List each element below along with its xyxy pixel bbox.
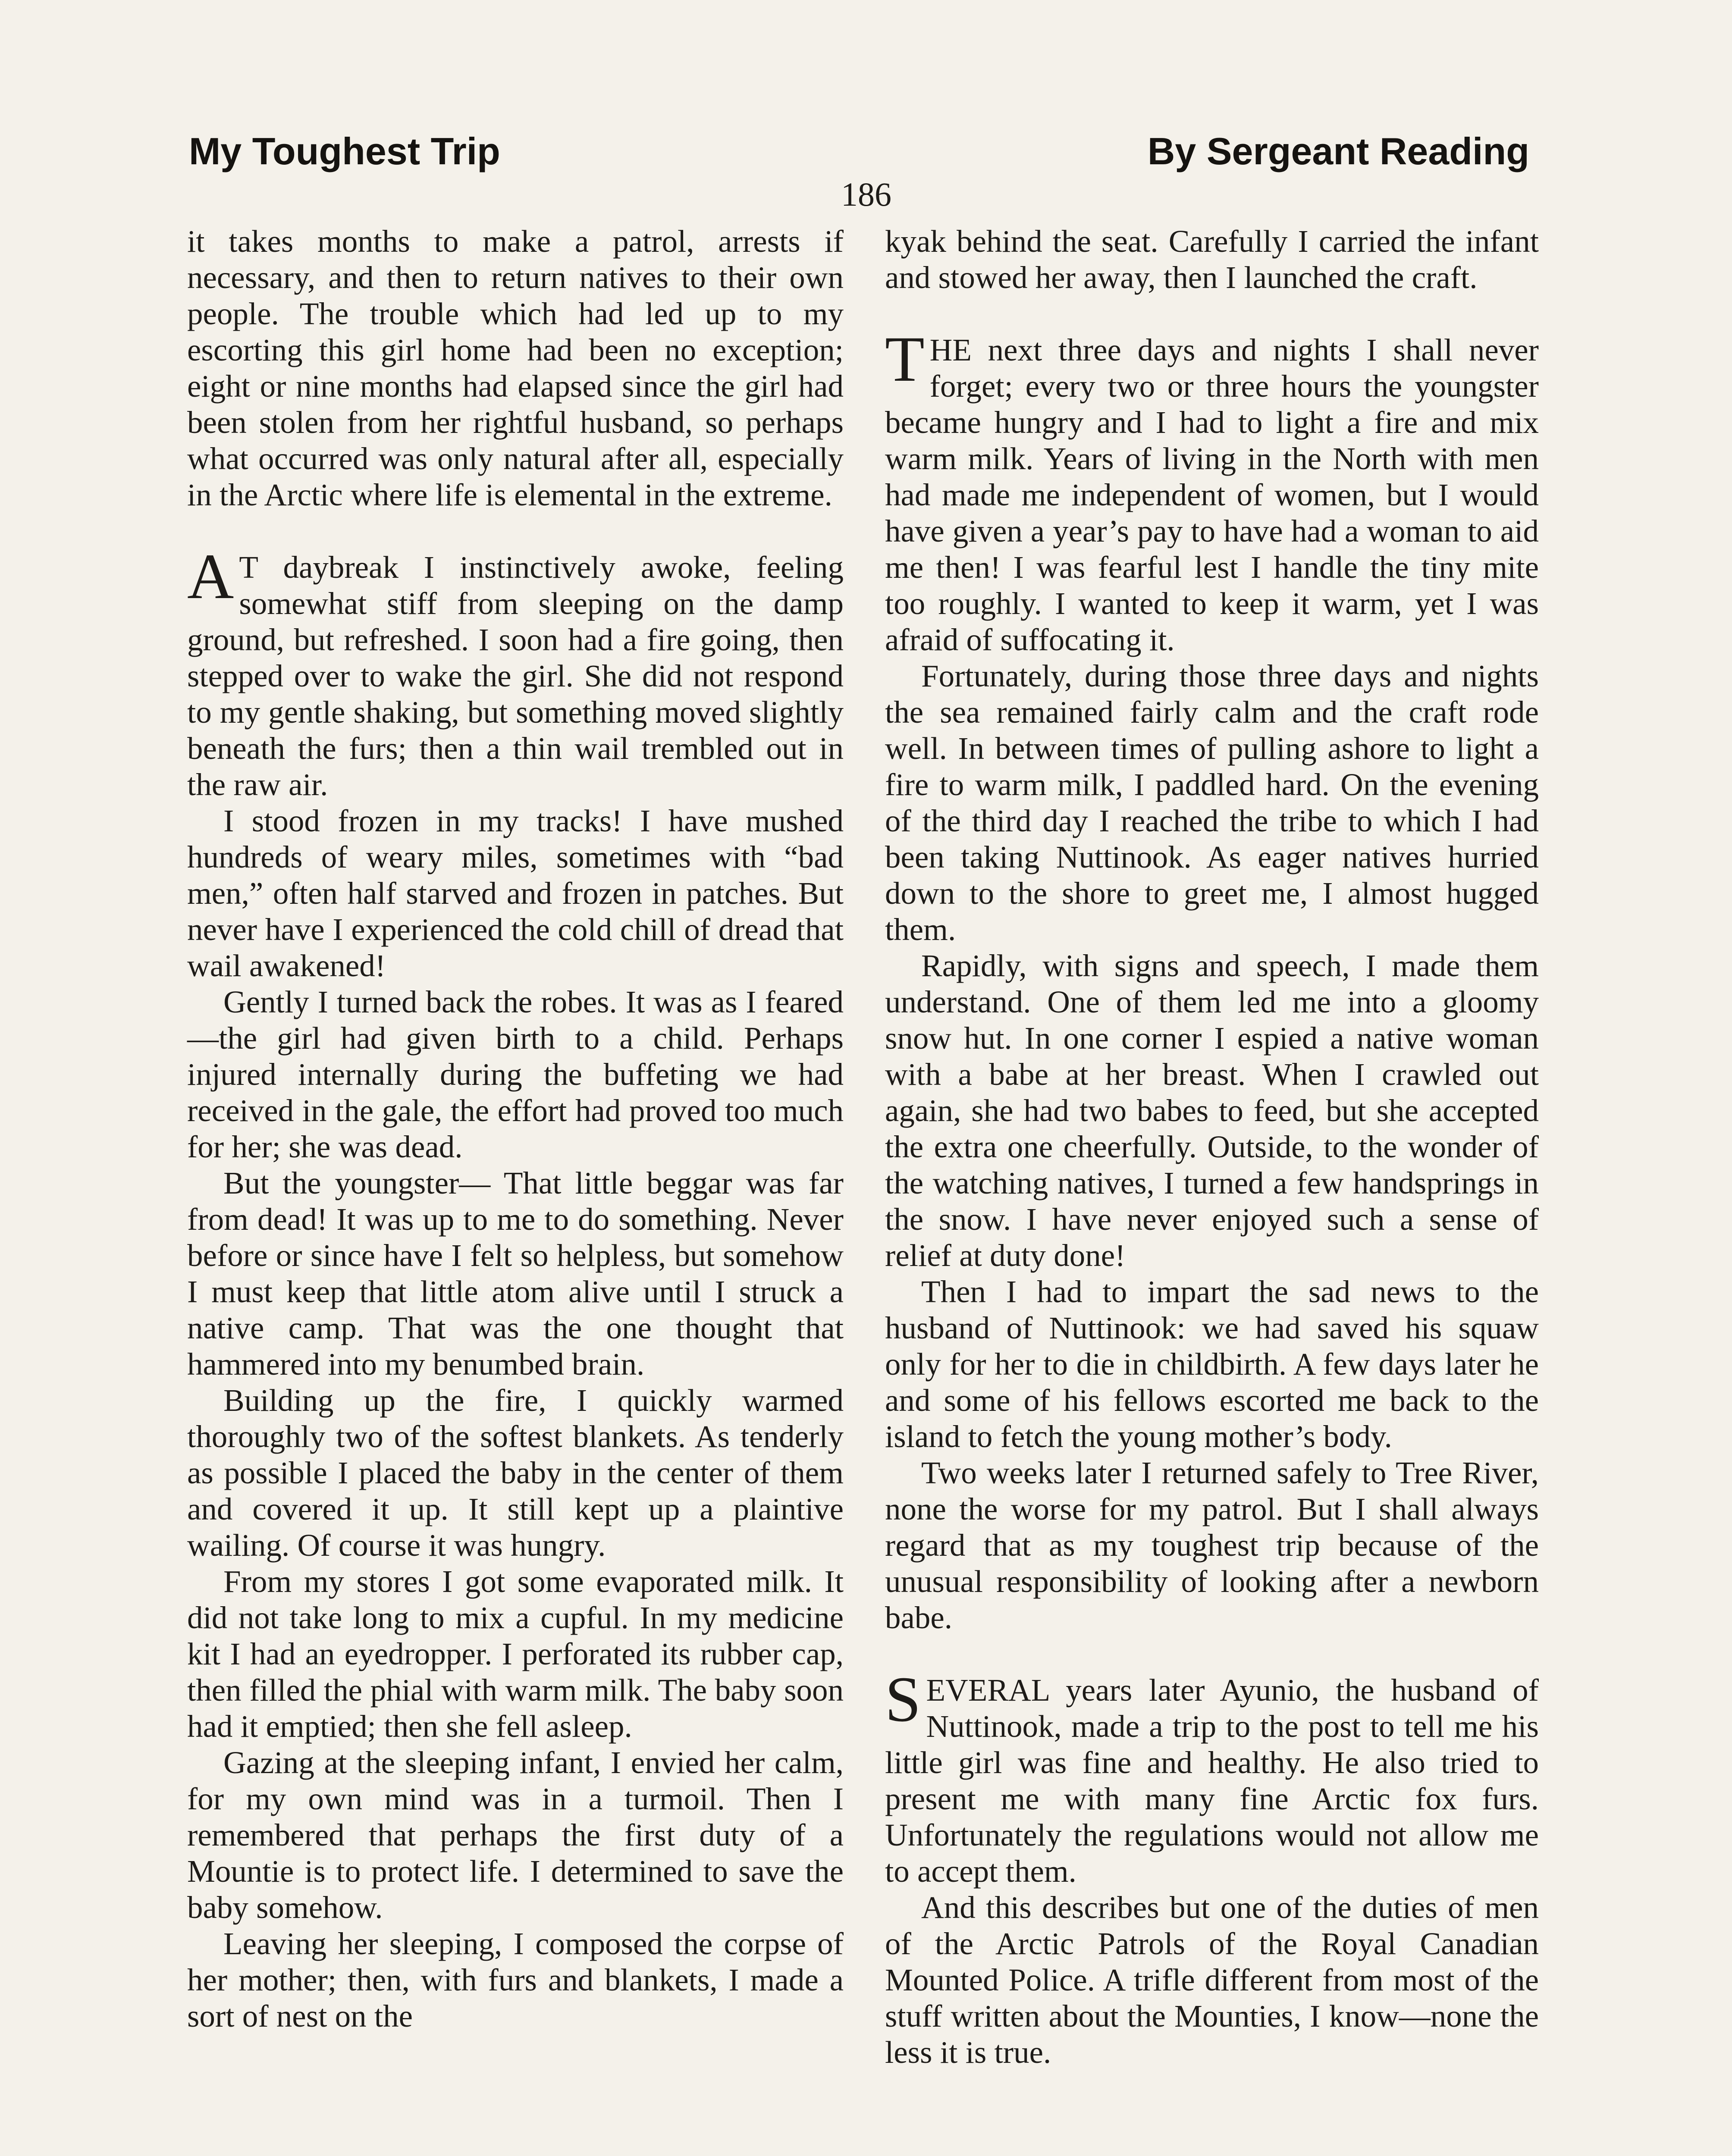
drop-cap: T: [885, 323, 925, 395]
paragraph-section-start: [885, 323, 1539, 658]
paragraph: Gazing at the sleeping infant, I envied her calm, for my own mind was in a turmoil. Then I remembered that perhaps the first duty of a Mountie is to protect life. I determined to save the baby somehow.: [187, 1745, 844, 1925]
left-column: [187, 223, 844, 2034]
paragraph-section-start: [187, 541, 844, 803]
right-column: [885, 223, 1539, 2071]
paragraph: kyak behind the seat. Carefully I carried the infant and stowed her away, then I launched the craft.: [885, 224, 1539, 295]
paragraph: it takes months to make a patrol, arrests if necessary, and then to return natives to their own people. The trouble which had led up to my escorting this girl home had been no exception; eight or nine months had elapsed since the girl had been stolen from her rightful husband, so perhaps what occurred was only natural after all, especially in the Arctic where life is elemental in the extreme.: [187, 224, 844, 512]
page-number: 186: [841, 175, 891, 213]
paragraph: Then I had to impart the sad news to the husband of Nuttinook: we had saved his squaw only for her to die in childbirth. A few days later he and some of his fellows escorted me back to the island to fetch the young mother’s body.: [885, 1274, 1539, 1454]
paragraph: Fortunately, during those three days and nights the sea remained fairly calm and the craft rode well. In between times of pulling ashore to light a fire to warm milk, I paddled hard. On the evening of the third day I reached the tribe to which I had been taking Nuttinook. As eager natives hurried down to the shore to greet me, I almost hugged them.: [885, 658, 1539, 947]
paragraph-section-start: [885, 1664, 1539, 1890]
article-byline: By Sergeant Reading: [1147, 130, 1529, 172]
paragraph: Leaving her sleeping, I composed the corpse of her mother; then, with furs and blankets, I made a sort of nest on the: [187, 1926, 844, 2034]
paragraph: Building up the fire, I quickly warmed thoroughly two of the softest blankets. As tenderly as possible I placed the baby in the center of them and covered it up. It still kept up a plaintive wailing. Of course it was hungry.: [187, 1383, 844, 1563]
drop-cap: S: [885, 1664, 921, 1735]
article-title: My Toughest Trip: [189, 130, 500, 172]
paragraph-text: EVERAL years later Ayunio, the husband of Nuttinook, made a trip to the post to tell me his little girl was fine and healthy. He also tried to present me with many fine Arctic fox furs. Unfortunately the regulations would not allow me to accept them.: [885, 1673, 1539, 1889]
paragraph: But the youngster— That little beggar was far from dead! It was up to me to do something. Never before or since have I felt so helpless, but somehow I must keep that little atom alive until I struck a native camp. That was the one thought that hammered into my benumbed brain.: [187, 1166, 844, 1382]
paragraph: I stood frozen in my tracks! I have mushed hundreds of weary miles, sometimes with “bad men,” often half starved and frozen in patches. But never have I experienced the cold chill of dread that wail awakened!: [187, 803, 844, 983]
paragraph: Gently I turned back the robes. It was as I feared—the girl had given birth to a child. Perhaps injured internally during the buffeting we had received in the gale, the effort had proved too much for her; she was dead.: [187, 984, 844, 1164]
paragraph: And this describes but one of the duties of men of the Arctic Patrols of the Royal Canadian Mounted Police. A trifle different from most of the stuff written about the Mounties, I know—none the less it is true.: [885, 1890, 1539, 2070]
paragraph: Two weeks later I returned safely to Tree River, none the worse for my patrol. But I shall always regard that as my toughest trip because of the unusual responsibility of looking after a newborn babe.: [885, 1455, 1539, 1635]
paragraph-text: HE next three days and nights I shall never forget; every two or three hours the youngster became hungry and I had to light a fire and mix warm milk. Years of living in the North with men had made me independent of women, but I would have given a year’s pay to have had a woman to aid me then! I was fearful lest I handle the tiny mite too roughly. I wanted to keep it warm, yet I was afraid of suffocating it.: [885, 332, 1539, 657]
drop-cap: A: [187, 541, 234, 612]
paragraph: Rapidly, with signs and speech, I made them understand. One of them led me into a gloomy snow hut. In one corner I espied a native woman with a babe at her breast. When I crawled out again, she had two babes to feed, but she accepted the extra one cheerfully. Outside, to the wonder of the watching natives, I turned a few handsprings in the snow. I have never enjoyed such a sense of relief at duty done!: [885, 948, 1539, 1273]
paragraph: From my stores I got some evaporated milk. It did not take long to mix a cupful. In my medicine kit I had an eyedropper. I perforated its rubber cap, then filled the phial with warm milk. The baby soon had it emptied; then she fell asleep.: [187, 1564, 844, 1744]
paragraph-text: T daybreak I instinctively awoke, feeling somewhat stiff from sleeping on the damp ground, but refreshed. I soon had a fire going, then stepped over to wake the girl. She did not respond to my gentle shaking, but something moved slightly beneath the furs; then a thin wail trembled out in the raw air.: [187, 550, 844, 802]
